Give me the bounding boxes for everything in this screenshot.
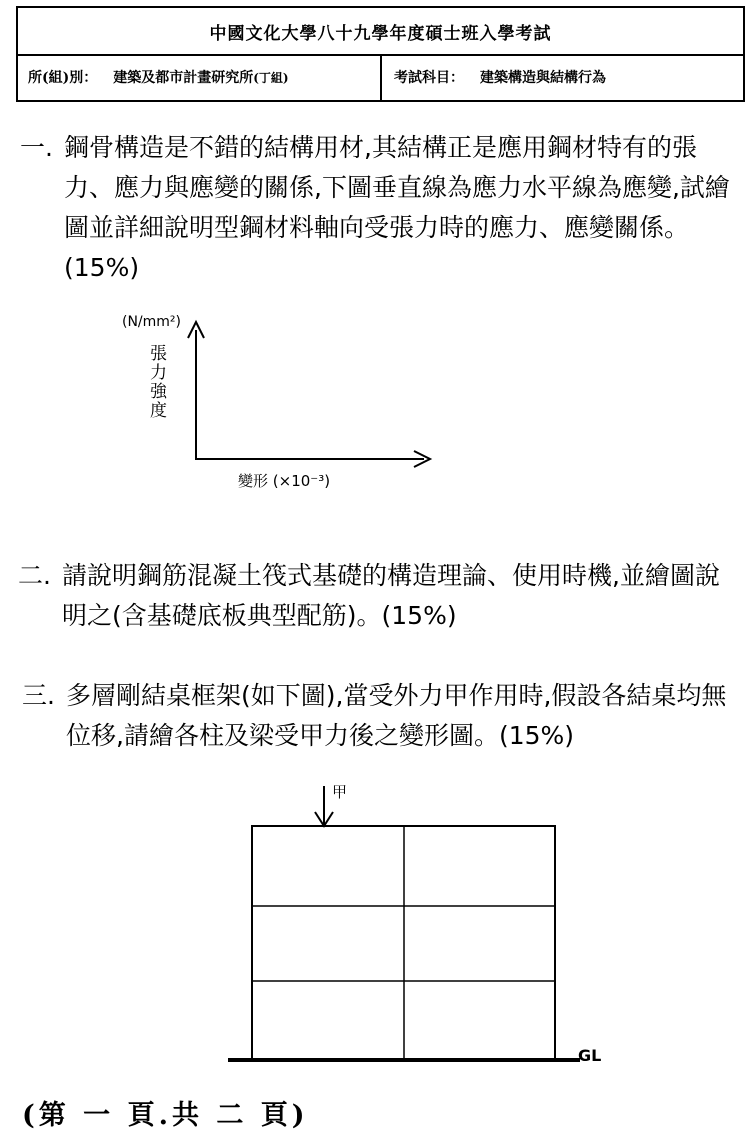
question-2-number: 二. <box>18 561 51 590</box>
rigid-frame <box>228 826 580 1060</box>
page-footer: (第 一 頁.共 二 頁) <box>22 1100 309 1131</box>
question-2-text: 請說明鋼筋混凝土筏式基礎的構造理論、使用時機,並繪圖說明之(含基礎底板典型配筋)。(15%) <box>62 561 720 630</box>
department-label: 所(組)別： <box>28 70 98 86</box>
question-3-number: 三. <box>22 681 55 710</box>
exam-title: 中國文化大學八十九學年度碩士班入學考試 <box>18 8 743 56</box>
department-value: 建築及都市計畫研究所 <box>113 70 254 86</box>
load-label: 甲 <box>332 783 348 801</box>
stress-strain-axes <box>188 322 430 467</box>
question-3-text: 多層剛結桌框架(如下圖),當受外力甲作用時,假設各結桌均無位移,請繪各柱及梁受甲力後之變形圖。(15%) <box>66 681 727 750</box>
y-axis-label: 張力強度 <box>146 344 166 420</box>
subject-value: 建築構造與結構行為 <box>480 70 606 86</box>
x-axis-label: 變形 (×10⁻³) <box>238 472 331 490</box>
ground-level-label: GL <box>578 1046 602 1065</box>
question-1-number: 一. <box>20 133 53 162</box>
question-1-text: 鋼骨構造是不錯的結構用材,其結構正是應用鋼材特有的張力、應力與應變的關係,下圖垂直線為應力水平線為應變,試繪圖並詳細說明型鋼材料軸向受張力時的應力、應變關係。(15%) <box>64 133 730 282</box>
subject-label: 考試科目： <box>394 70 464 86</box>
load-arrow <box>315 786 333 826</box>
department-group: (丁組) <box>253 70 289 85</box>
stress-unit-label: (N/mm²) <box>122 314 182 330</box>
